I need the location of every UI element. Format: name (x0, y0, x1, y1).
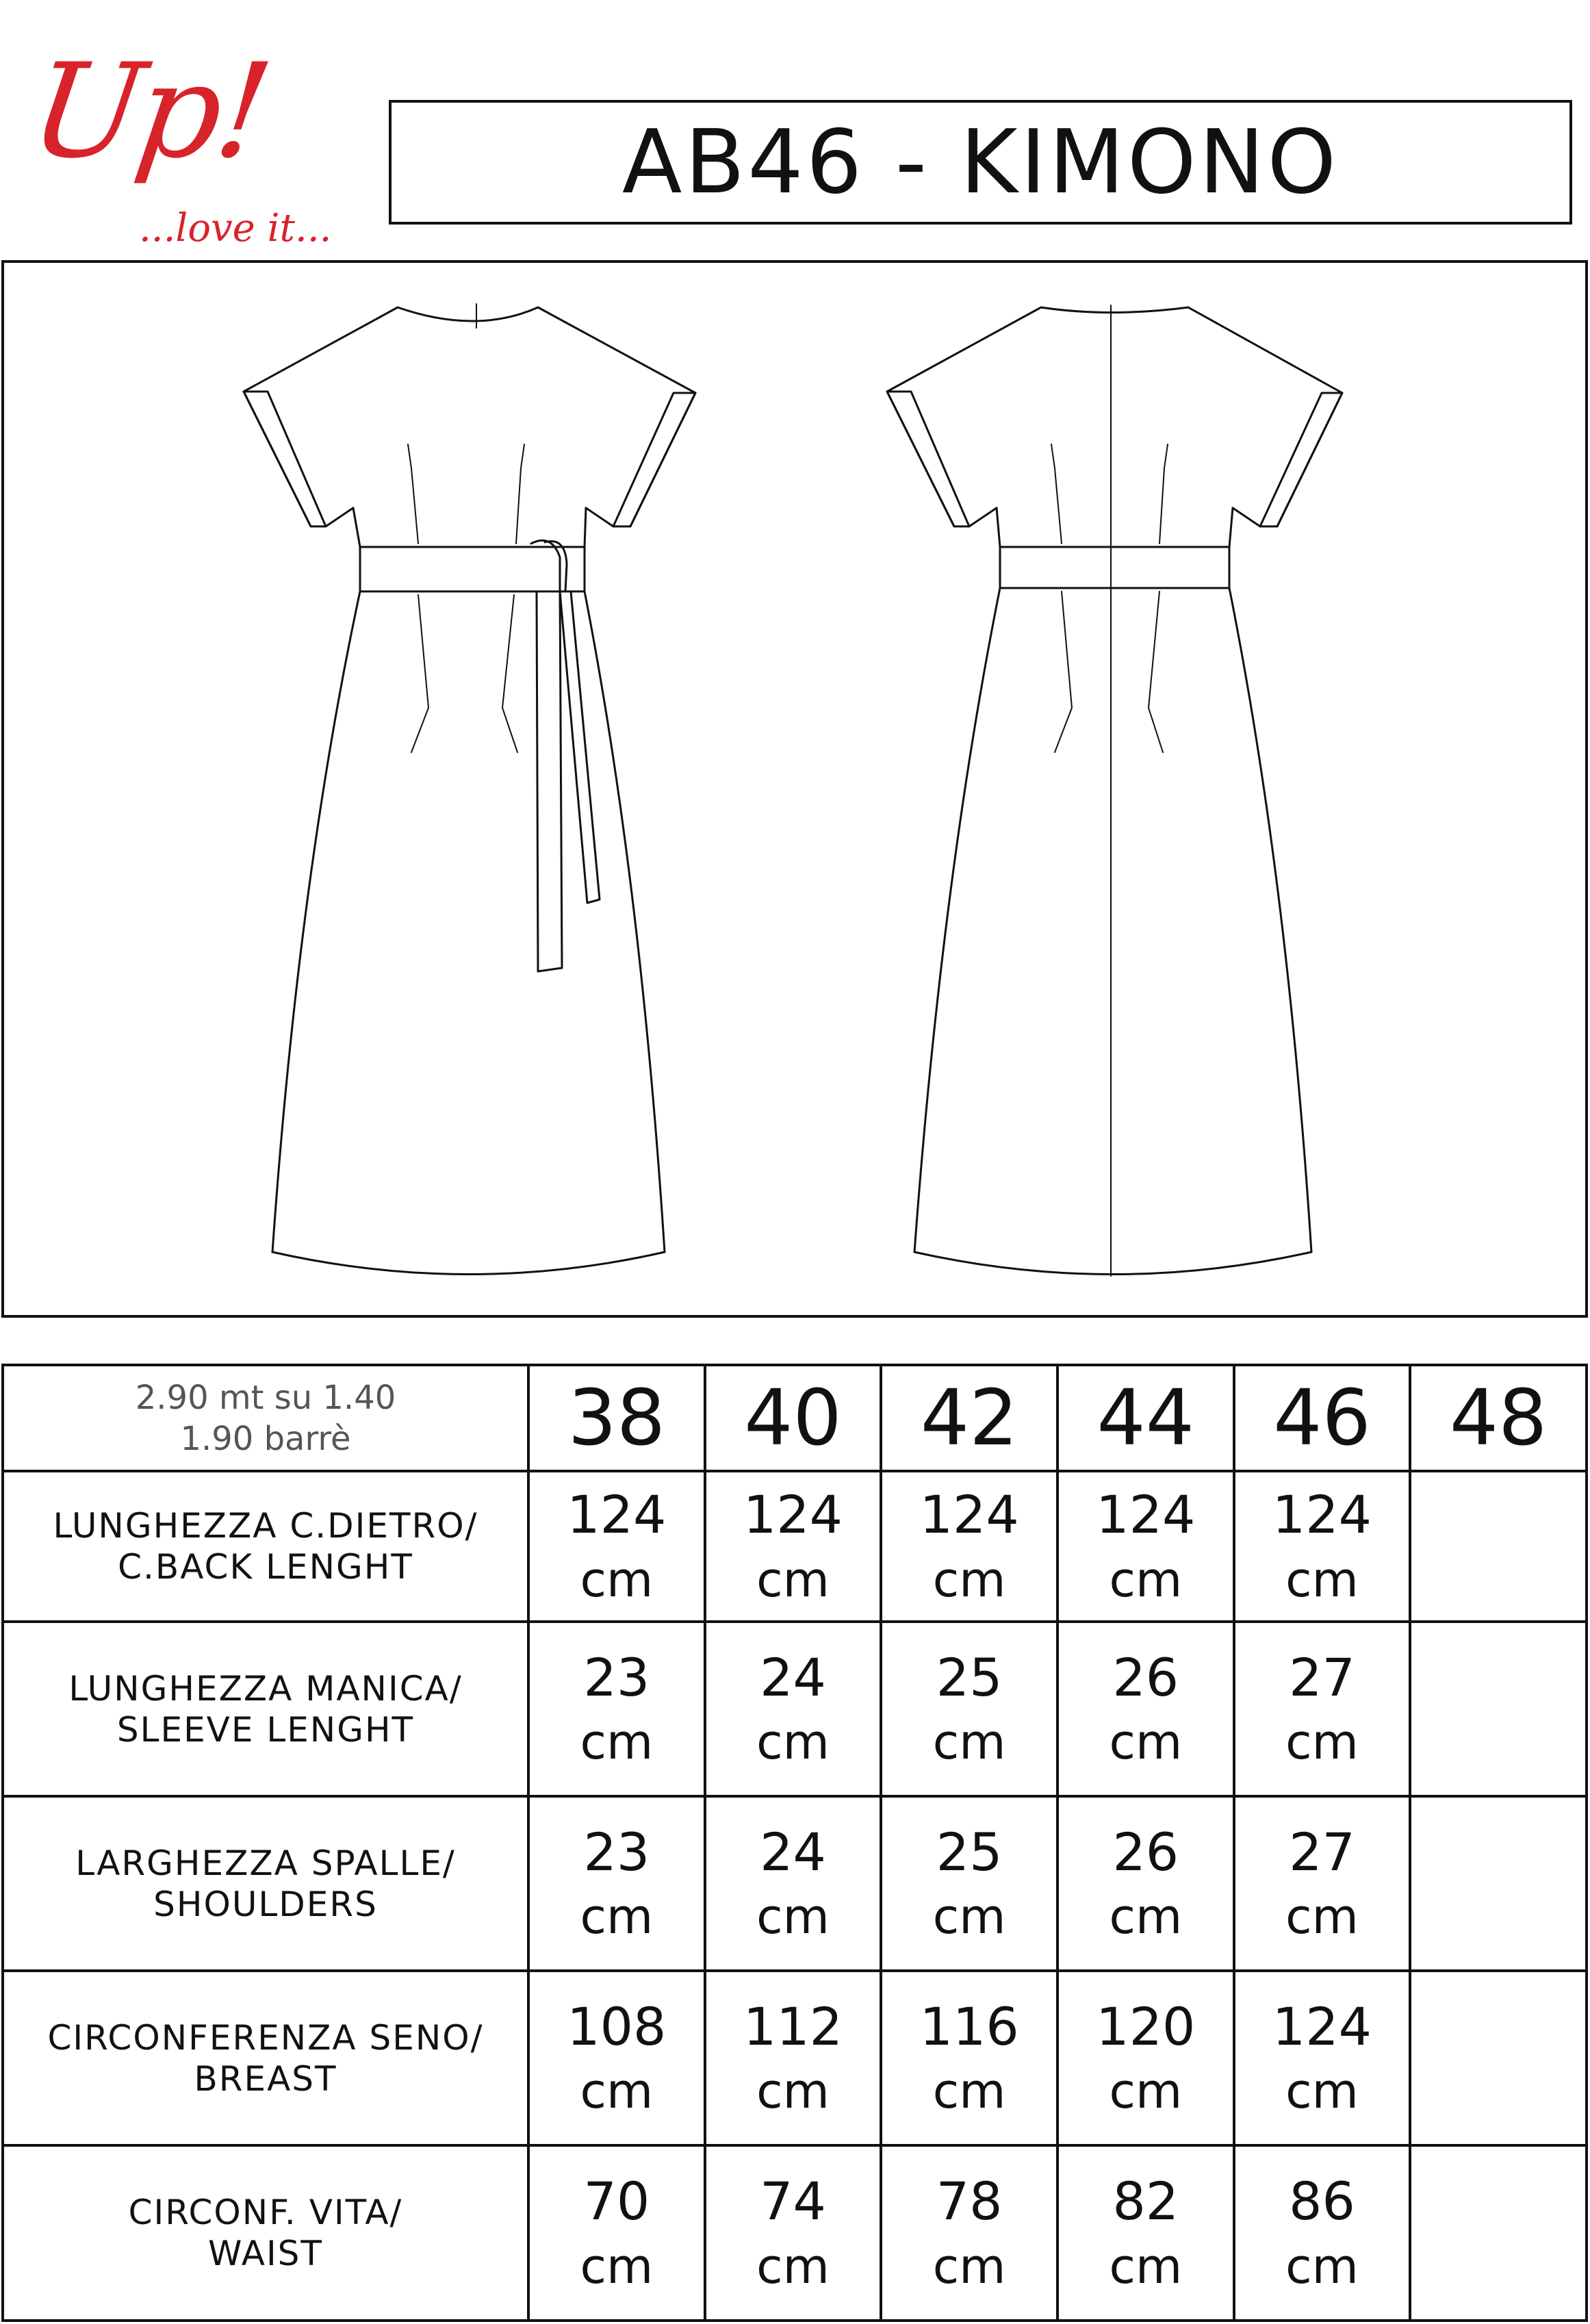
value-cell-empty (1410, 2145, 1587, 2321)
back-view-sketch (887, 305, 1342, 1276)
measurement-value: 112 (743, 1995, 843, 2057)
measurement-unit: cm (580, 2238, 654, 2295)
measurement-value: 70 (583, 2171, 650, 2232)
measurement-value: 82 (1112, 2171, 1179, 2232)
measurement-value: 86 (1289, 2171, 1355, 2232)
value-cell (705, 2145, 882, 2321)
garment-illustration-frame (1, 260, 1588, 1318)
measurement-unit: cm (1285, 1889, 1359, 1945)
measurement-unit: cm (1109, 2063, 1183, 2120)
measurement-value: 24 (760, 1646, 826, 1708)
size-header-38: 38 (528, 1365, 705, 1471)
page-title: AB46 - KIMONO (621, 111, 1339, 214)
value-cell (1234, 1796, 1411, 1971)
measurement-unit: cm (580, 1551, 654, 1608)
row-label (3, 1971, 528, 2145)
measurement-unit: cm (932, 1714, 1006, 1771)
value-cell-empty (1410, 1796, 1587, 1971)
row-label-it: LUNGHEZZA C.DIETRO/ (53, 1506, 478, 1546)
row-label-it: CIRCONFERENZA SENO/ (47, 2017, 484, 2058)
table-row (3, 1471, 1587, 1622)
size-header-42: 42 (881, 1365, 1057, 1471)
value-cell (705, 1796, 882, 1971)
value-cell (528, 1471, 705, 1622)
measurement-value: 124 (919, 1484, 1019, 1546)
logo-sub-text: ...love it... (139, 206, 332, 251)
size-chart-table (1, 1364, 1588, 2322)
measurement-unit: cm (1109, 1889, 1183, 1945)
value-cell (1234, 1971, 1411, 2145)
value-cell (1234, 2145, 1411, 2321)
row-label (3, 1471, 528, 1622)
measurement-unit: cm (932, 2063, 1006, 2120)
value-cell (881, 1471, 1057, 1622)
measurement-value: 124 (743, 1484, 843, 1546)
measurement-value: 23 (583, 1821, 650, 1882)
measurement-value: 24 (760, 1821, 826, 1882)
size-header-48: 48 (1410, 1365, 1587, 1471)
value-cell (881, 1971, 1057, 2145)
logo-main-text: Up! (22, 36, 277, 187)
measurement-unit: cm (1109, 1551, 1183, 1608)
garment-flat-sketch (4, 263, 1590, 1320)
row-label-en: BREAST (194, 2058, 337, 2099)
title-box (389, 100, 1572, 225)
value-cell-empty (1410, 1471, 1587, 1622)
measurement-unit: cm (756, 1714, 830, 1771)
table-header-row (3, 1365, 1587, 1471)
measurement-unit: cm (932, 1551, 1006, 1608)
measurement-unit: cm (1285, 1551, 1359, 1608)
measurement-value: 74 (760, 2171, 826, 2232)
measurement-value: 124 (567, 1484, 667, 1546)
row-label-en: SLEEVE LENGHT (116, 1709, 415, 1750)
measurement-unit: cm (580, 2063, 654, 2120)
measurement-unit: cm (580, 1714, 654, 1771)
measurement-unit: cm (932, 1889, 1006, 1945)
measurement-unit: cm (756, 1551, 830, 1608)
measurement-value: 26 (1112, 1646, 1179, 1708)
measurement-unit: cm (756, 2238, 830, 2295)
measurement-unit: cm (1285, 2238, 1359, 2295)
value-cell (528, 1796, 705, 1971)
value-cell (705, 1971, 882, 2145)
value-cell (1057, 1971, 1234, 2145)
value-cell (1234, 1622, 1411, 1796)
table-row (3, 1971, 1587, 2145)
measurement-unit: cm (580, 1889, 654, 1945)
measurement-value: 27 (1289, 1646, 1355, 1708)
value-cell-empty (1410, 1622, 1587, 1796)
row-label-en: WAIST (208, 2234, 323, 2273)
measurement-value: 25 (936, 1821, 1003, 1882)
measurement-unit: cm (932, 2238, 1006, 2295)
measurement-unit: cm (1285, 1714, 1359, 1771)
row-label-it: LUNGHEZZA MANICA/ (68, 1668, 463, 1709)
value-cell-empty (1410, 1971, 1587, 2145)
value-cell (1057, 1796, 1234, 1971)
measurement-value: 27 (1289, 1821, 1355, 1882)
fabric-quantity: 2.90 mt su 1.40 (135, 1378, 396, 1417)
table-row (3, 1796, 1587, 1971)
brand-logo (19, 33, 341, 251)
front-view-sketch (244, 304, 695, 1275)
measurement-value: 23 (583, 1646, 650, 1708)
value-cell (1234, 1471, 1411, 1622)
table-row (3, 2145, 1587, 2321)
value-cell (705, 1471, 882, 1622)
value-cell (528, 2145, 705, 2321)
measurement-unit: cm (1109, 1714, 1183, 1771)
measurement-value: 108 (567, 1995, 667, 2057)
measurement-unit: cm (756, 2063, 830, 2120)
size-header-46: 46 (1234, 1365, 1411, 1471)
value-cell (881, 1796, 1057, 1971)
measurement-value: 120 (1096, 1995, 1196, 2057)
value-cell (1057, 2145, 1234, 2321)
row-label-en: C.BACK LENGHT (118, 1547, 413, 1587)
row-label-it: CIRCONF. VITA/ (128, 2193, 403, 2232)
value-cell (881, 1622, 1057, 1796)
measurement-value: 116 (919, 1995, 1019, 2057)
row-label (3, 1796, 528, 1971)
value-cell (881, 2145, 1057, 2321)
size-header-40: 40 (705, 1365, 882, 1471)
value-cell (1057, 1471, 1234, 1622)
value-cell (1057, 1622, 1234, 1796)
measurement-unit: cm (1109, 2238, 1183, 2295)
row-label (3, 2145, 528, 2321)
row-label (3, 1622, 528, 1796)
value-cell (705, 1622, 882, 1796)
fabric-info-cell (3, 1365, 528, 1471)
row-label-it: LARGHEZZA SPALLE/ (75, 1843, 456, 1883)
row-label-en: SHOULDERS (153, 1884, 378, 1924)
value-cell (528, 1622, 705, 1796)
measurement-value: 124 (1272, 1995, 1372, 2057)
measurement-value: 25 (936, 1646, 1003, 1708)
measurement-unit: cm (756, 1889, 830, 1945)
measurement-value: 26 (1112, 1821, 1179, 1882)
measurement-unit: cm (1285, 2063, 1359, 2120)
fabric-stripe-quantity: 1.90 barrè (180, 1419, 351, 1458)
measurement-value: 78 (936, 2171, 1003, 2232)
measurement-value: 124 (1272, 1484, 1372, 1546)
table-row (3, 1622, 1587, 1796)
size-header-44: 44 (1057, 1365, 1234, 1471)
measurement-value: 124 (1096, 1484, 1196, 1546)
value-cell (528, 1971, 705, 2145)
